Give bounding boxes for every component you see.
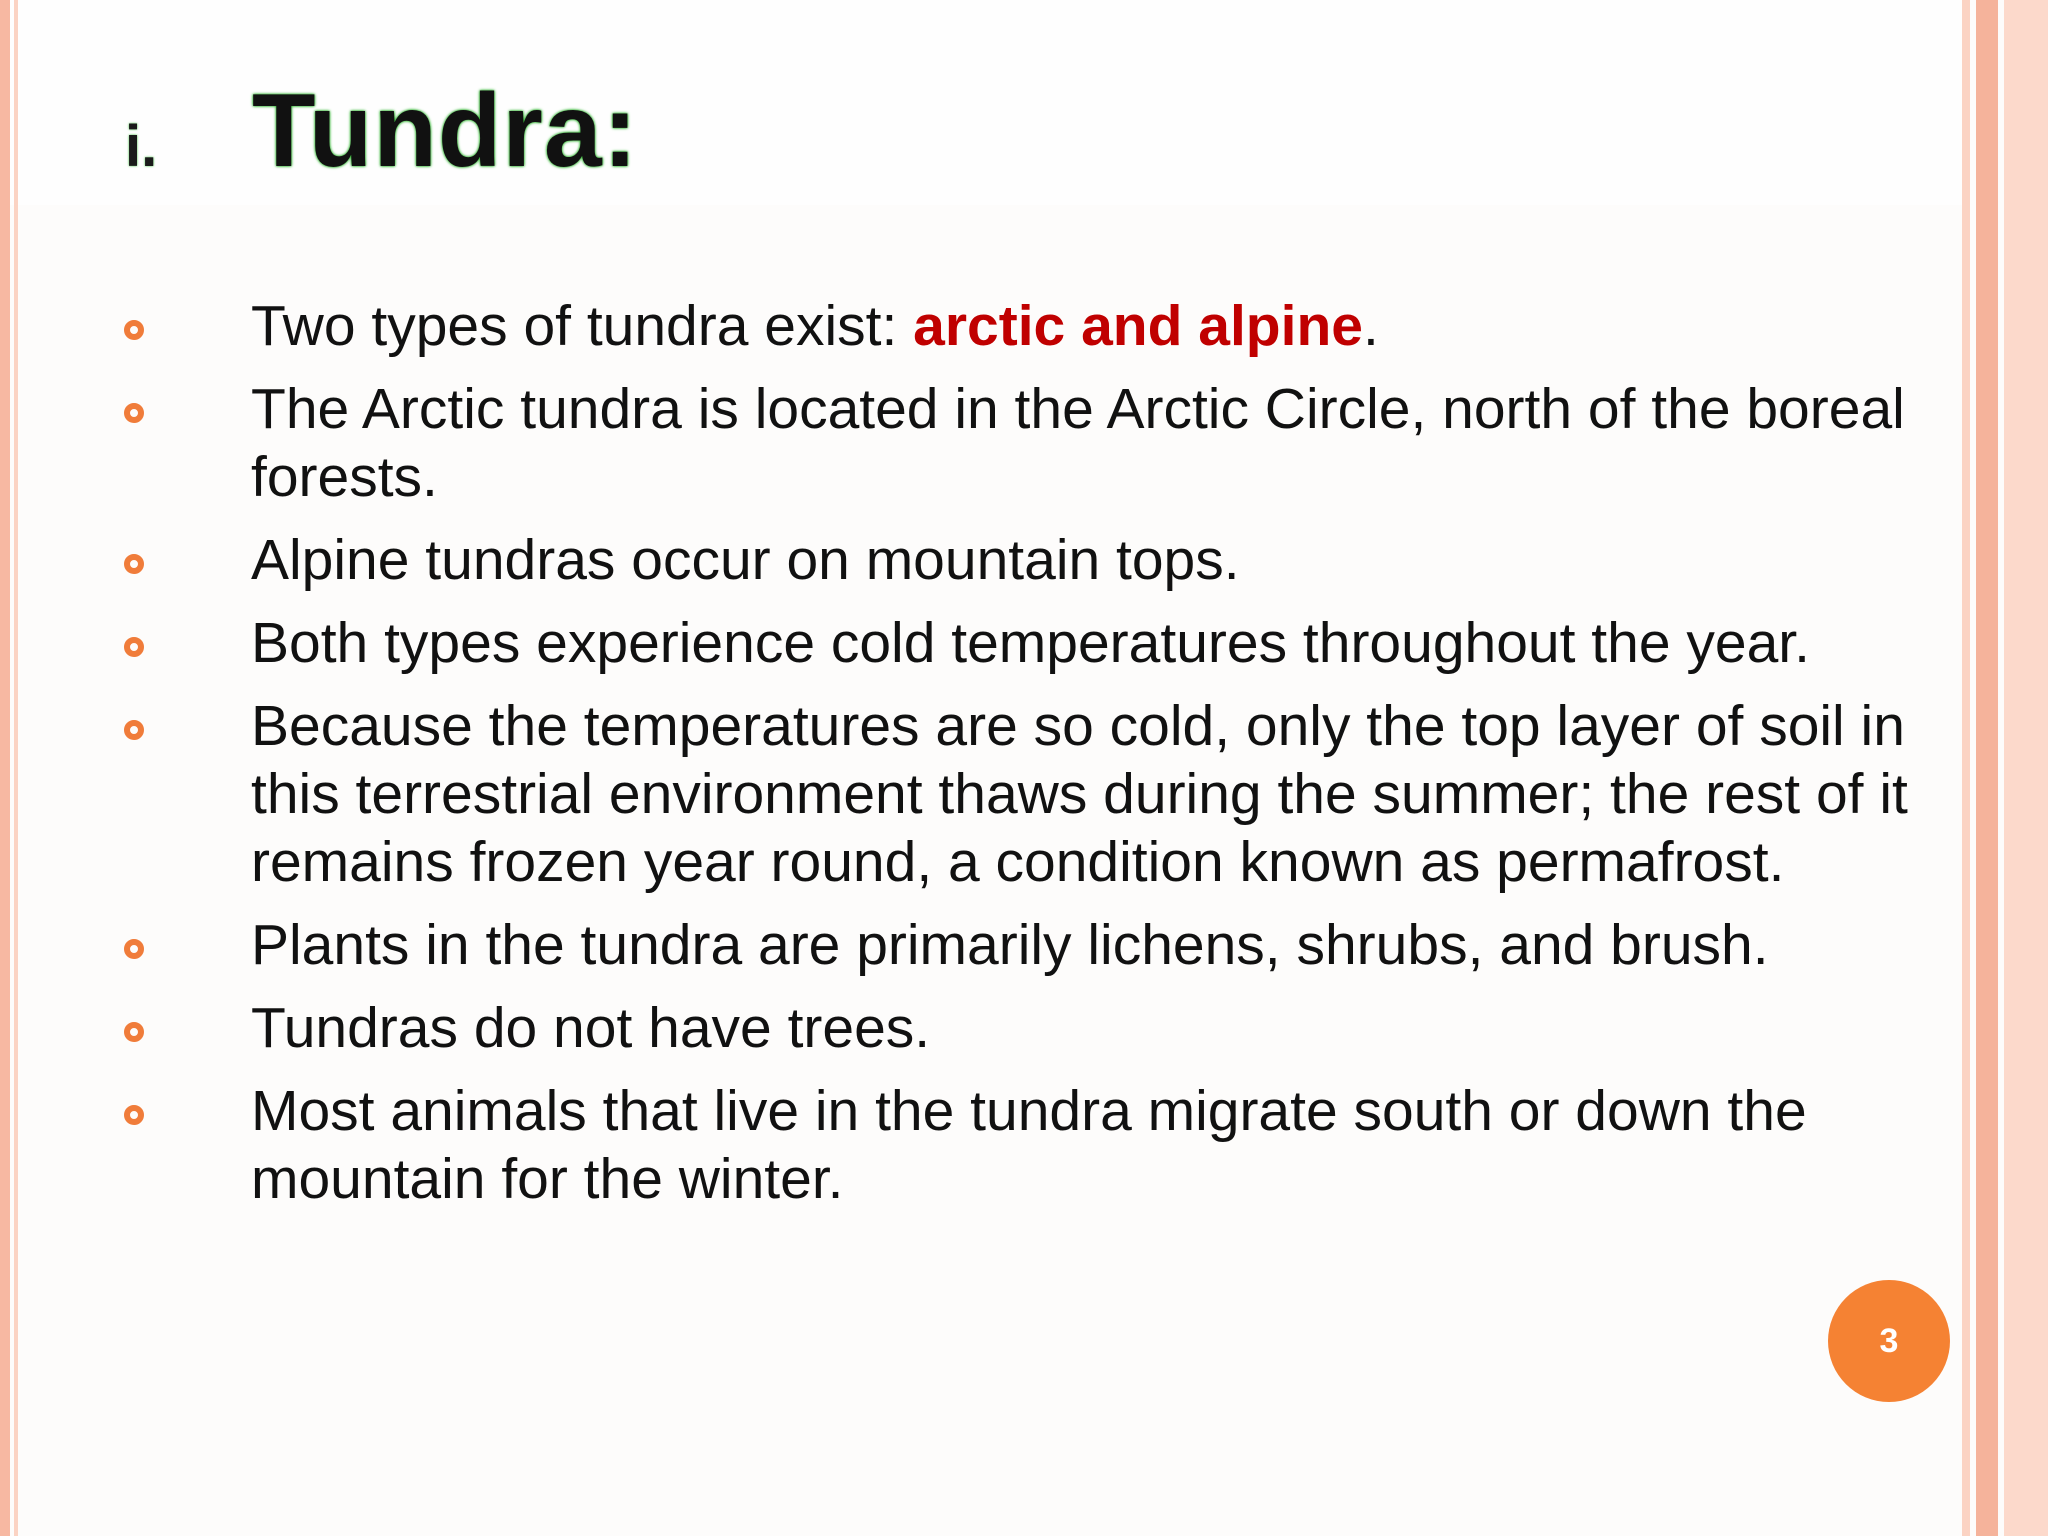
bullet-text: Because the temperatures are so cold, only the top layer of soil in this terrestrial environment thaws during the summer; the rest of it remains frozen year round, a condition known as permafrost.: [251, 694, 1908, 894]
bullet-list: [124, 292, 1924, 1228]
right-border-stripe-outer: [2004, 0, 2048, 1536]
bullet-circle-icon: [124, 320, 144, 340]
bullet-item: [124, 994, 1924, 1062]
bullet-text: Most animals that live in the tundra migrate south or down the mountain for the winter.: [251, 1079, 1807, 1211]
bullet-text: Tundras do not have trees.: [251, 996, 931, 1060]
bullet-text-tail: .: [1362, 294, 1379, 358]
highlighted-phrase: arctic and alpine: [913, 294, 1363, 358]
bullet-item: [124, 911, 1924, 979]
right-border-stripe-thin: [1962, 0, 1970, 1536]
bullet-item: [124, 375, 1924, 511]
bullet-text: [251, 292, 1924, 360]
bullet-text: Both types experience cold temperatures throughout the year.: [251, 611, 1810, 675]
left-border-stripe: [0, 0, 10, 1536]
bullet-text: Plants in the tundra are primarily lichens, shrubs, and brush.: [251, 913, 1769, 977]
title-text: Tundra:: [252, 73, 639, 189]
bullet-item: [124, 526, 1924, 594]
title-number: i.: [125, 114, 158, 179]
bullet-circle-icon: [124, 554, 144, 574]
right-border-stripe-main: [1976, 0, 1998, 1536]
bullet-item: [124, 692, 1924, 896]
bullet-circle-icon: [124, 1105, 144, 1125]
slide-title: [125, 72, 638, 191]
page-number-badge: 3: [1828, 1280, 1950, 1402]
bullet-circle-icon: [124, 720, 144, 740]
bullet-text: Alpine tundras occur on mountain tops.: [251, 528, 1240, 592]
bullet-item: [124, 1077, 1924, 1213]
bullet-item: [124, 292, 1924, 360]
left-border-stripe-inner: [14, 0, 18, 1536]
bullet-circle-icon: [124, 403, 144, 423]
bullet-circle-icon: [124, 939, 144, 959]
bullet-circle-icon: [124, 637, 144, 657]
bullet-circle-icon: [124, 1022, 144, 1042]
bullet-text: The Arctic tundra is located in the Arctic Circle, north of the boreal forests.: [251, 377, 1905, 509]
bullet-item: [124, 609, 1924, 677]
bullet-text-lead: Two types of tundra exist:: [251, 294, 914, 358]
